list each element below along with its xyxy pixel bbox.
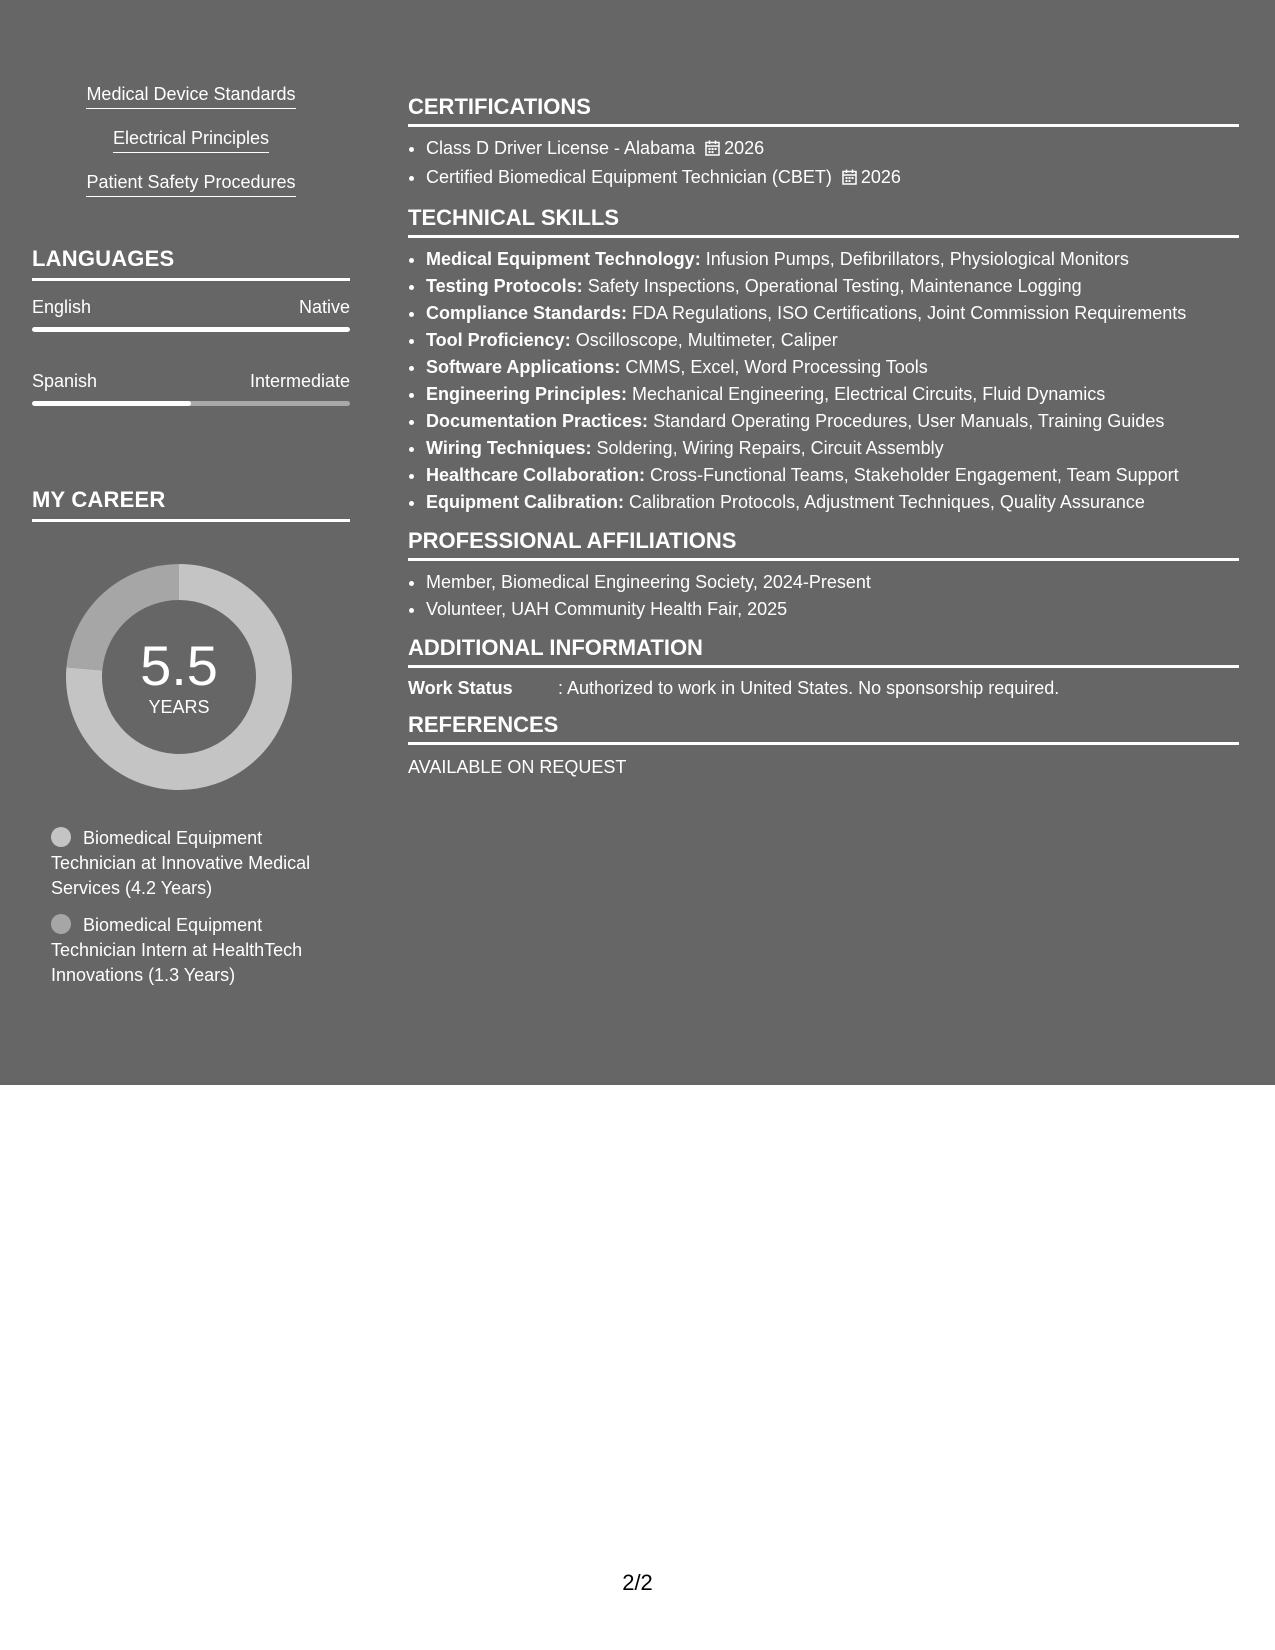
skill-value: Safety Inspections, Operational Testing, Maintenance Logging: [582, 276, 1082, 296]
certification-year: 2026: [724, 138, 765, 158]
page-number: 2/2: [622, 1570, 653, 1595]
language-proficiency-fill: [32, 401, 191, 406]
career-legend-item: [51, 913, 341, 988]
skill-item: [426, 381, 1239, 408]
skill-item: [426, 354, 1239, 381]
language-name: Spanish: [32, 371, 98, 391]
skill-label: Equipment Calibration:: [426, 492, 624, 512]
skill-label: Tool Proficiency:: [426, 330, 571, 350]
career-heading: MY CAREER: [32, 487, 350, 522]
skill-item: [426, 246, 1239, 273]
affiliations-section: [408, 528, 1239, 623]
career-donut-chart: [66, 564, 292, 790]
certification-name: Class D Driver License - Alabama: [426, 138, 696, 158]
skill-label: Compliance Standards:: [426, 303, 628, 323]
legend-dot-icon: [51, 827, 71, 847]
skill-tags: [32, 82, 350, 214]
language-item: [32, 370, 350, 406]
skill-value: Standard Operating Procedures, User Manuals, Training Guides: [648, 411, 1165, 431]
skill-value: Cross-Functional Teams, Stakeholder Engagement, Team Support: [645, 465, 1179, 485]
references-section: [408, 712, 1239, 779]
technical-skills-section: [408, 205, 1239, 516]
skill-label: Wiring Techniques:: [426, 438, 592, 458]
career-section: [32, 487, 350, 988]
career-total: [66, 564, 292, 790]
skill-item: [426, 408, 1239, 435]
skill-value: FDA Regulations, ISO Certifications, Joint Commission Requirements: [627, 303, 1187, 323]
language-name: English: [32, 297, 92, 317]
additional-info-heading: ADDITIONAL INFORMATION: [408, 635, 1239, 668]
technical-skills-heading: TECHNICAL SKILLS: [408, 205, 1239, 238]
language-proficiency-bar: [32, 327, 350, 332]
skill-label: Engineering Principles:: [426, 384, 628, 404]
skill-label: Testing Protocols:: [426, 276, 583, 296]
skill-item: [426, 489, 1239, 516]
language-level: Intermediate: [249, 371, 350, 391]
languages-section: [32, 246, 350, 406]
skill-value: Calibration Protocols, Adjustment Techniques, Quality Assurance: [624, 492, 1145, 512]
skill-label: Medical Equipment Technology:: [426, 249, 701, 269]
work-status-label: Work Status: [408, 678, 513, 698]
certifications-list: [408, 135, 1239, 193]
sidebar: [32, 82, 350, 1000]
affiliations-heading: PROFESSIONAL AFFILIATIONS: [408, 528, 1239, 561]
skill-item: [426, 300, 1239, 327]
skill-value: Infusion Pumps, Defibrillators, Physiological Monitors: [700, 249, 1129, 269]
skill-tag: Medical Device Standards: [86, 82, 295, 109]
affiliations-list: [408, 569, 1239, 623]
skill-item: [426, 435, 1239, 462]
legend-dot-icon: [51, 914, 71, 934]
skill-label: Documentation Practices:: [426, 411, 649, 431]
career-total-unit: YEARS: [148, 697, 210, 717]
certification-item: [426, 164, 1239, 193]
career-legend: [51, 826, 341, 988]
skill-item: [426, 273, 1239, 300]
references-heading: REFERENCES: [408, 712, 1239, 745]
skill-tag: Patient Safety Procedures: [86, 170, 295, 197]
certification-name: Certified Biomedical Equipment Technician (CBET): [426, 167, 832, 187]
career-legend-label: Biomedical Equipment Technician at Innovative Medical Services (4.2 Years): [51, 828, 311, 898]
skill-value: Soldering, Wiring Repairs, Circuit Assembly: [591, 438, 944, 458]
calendar-icon: [705, 137, 720, 164]
skill-tag: Electrical Principles: [113, 126, 269, 153]
technical-skills-list: [408, 246, 1239, 516]
skill-item: [426, 462, 1239, 489]
skill-value: CMMS, Excel, Word Processing Tools: [620, 357, 928, 377]
certifications-section: [408, 94, 1239, 193]
certifications-heading: CERTIFICATIONS: [408, 94, 1239, 127]
certification-year: 2026: [860, 167, 901, 187]
additional-info-section: [408, 635, 1239, 700]
skill-item: [426, 327, 1239, 354]
career-legend-item: [51, 826, 341, 901]
language-level: Native: [298, 297, 350, 317]
language-item: [32, 296, 350, 332]
work-status-row: [408, 676, 1239, 700]
skill-value: Oscilloscope, Multimeter, Caliper: [570, 330, 838, 350]
skill-label: Healthcare Collaboration:: [426, 465, 646, 485]
language-proficiency-bar: [32, 401, 350, 406]
work-status-value: : Authorized to work in United States. No sponsorship required.: [558, 678, 1060, 698]
language-proficiency-fill: [32, 327, 350, 332]
skill-label: Software Applications:: [426, 357, 621, 377]
affiliation-item: • Member, Biomedical Engineering Society, 2024-Present: [426, 569, 1239, 596]
career-total-value: 5.5: [140, 634, 218, 697]
calendar-icon: [842, 166, 857, 193]
certification-item: [426, 135, 1239, 164]
skill-value: Mechanical Engineering, Electrical Circuits, Fluid Dynamics: [627, 384, 1106, 404]
affiliation-item: • Volunteer, UAH Community Health Fair, 2025: [426, 596, 1239, 623]
career-legend-label: Biomedical Equipment Technician Intern at HealthTech Innovations (1.3 Years): [51, 915, 303, 985]
languages-heading: LANGUAGES: [32, 246, 350, 281]
main-content: [408, 94, 1239, 791]
references-text: AVAILABLE ON REQUEST: [408, 757, 627, 777]
